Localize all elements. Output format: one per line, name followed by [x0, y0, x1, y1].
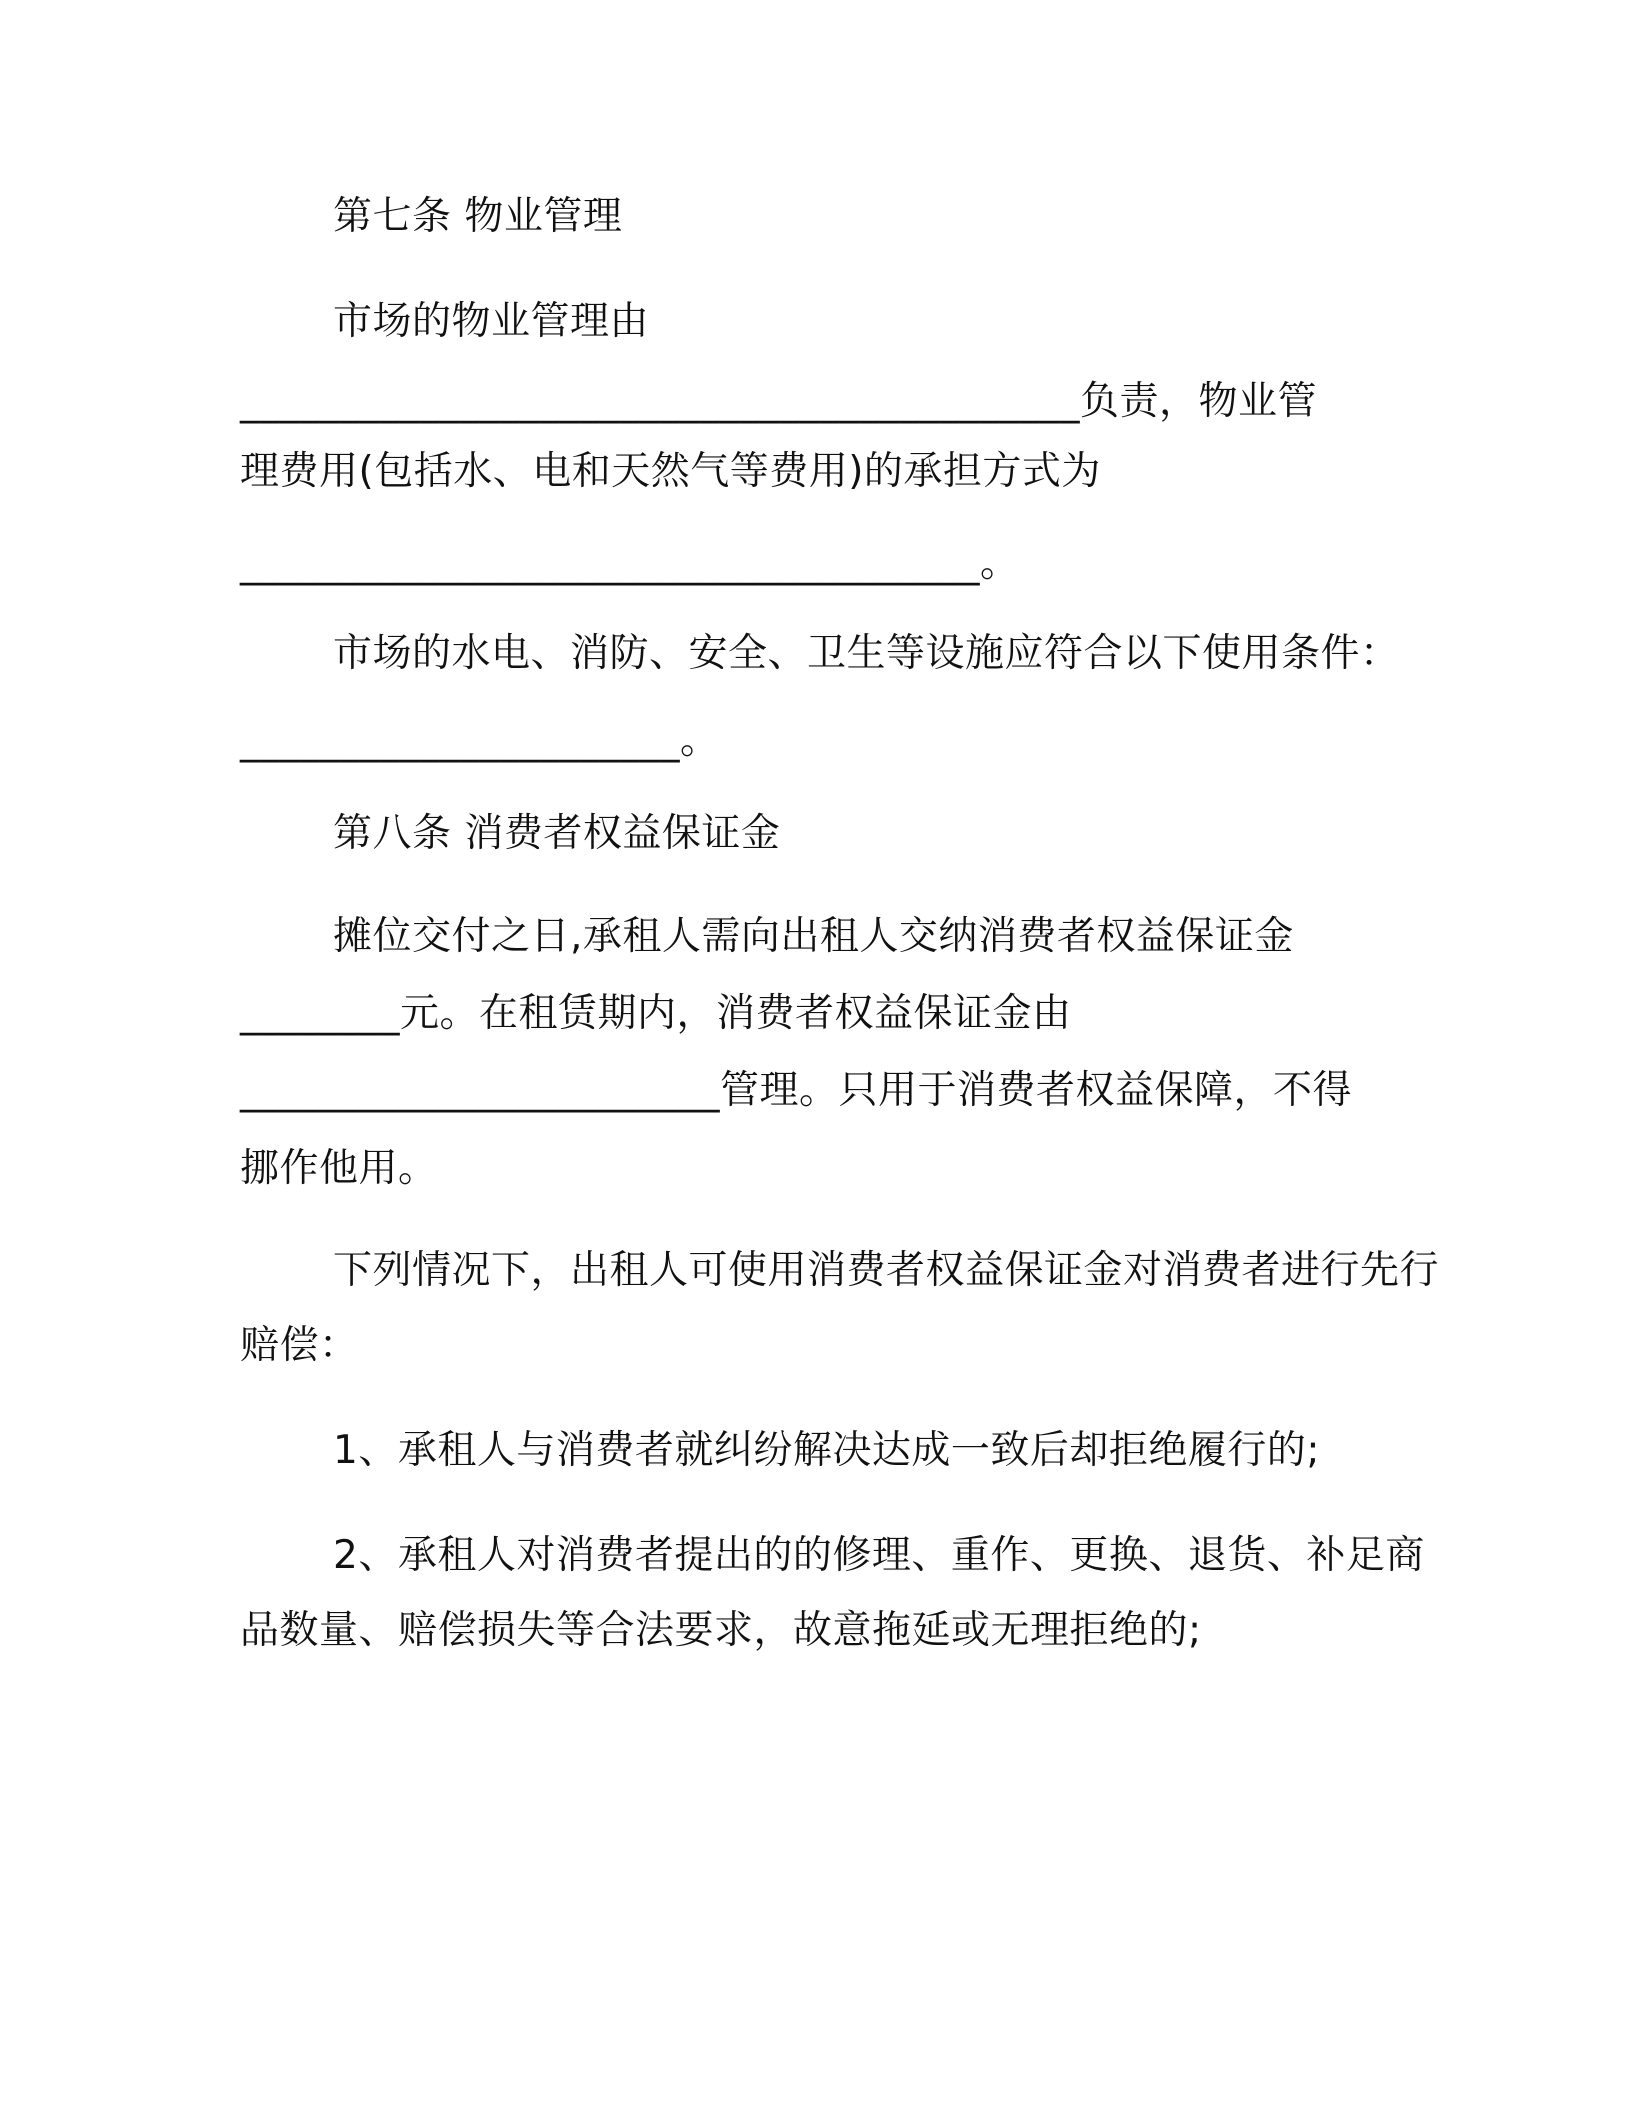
- article7-paragraph1-line2: __________________________________________负责，物业管: [240, 379, 1318, 424]
- article8-paragraph1-line2: ________元。在租赁期内，消费者权益保证金由: [240, 991, 1072, 1036]
- article7-paragraph1-line3: 理费用(包括水、电和天然气等费用)的承担方式为: [240, 449, 1101, 494]
- list-item-2-line2: 品数量、赔偿损失等合法要求，故意拖延或无理拒绝的;: [240, 1608, 1202, 1653]
- article7-paragraph2-line2: ______________________。: [240, 718, 720, 763]
- article8-paragraph2-line2: 赔偿：: [240, 1323, 359, 1368]
- article8-heading: 第八条 消费者权益保证金: [333, 811, 781, 856]
- article7-paragraph1-line1: 市场的物业管理由: [333, 299, 650, 344]
- article8-paragraph1-line4: 挪作他用。: [240, 1146, 438, 1191]
- article8-paragraph1-line1: 摊位交付之日,承租人需向出租人交纳消费者权益保证金: [333, 914, 1294, 959]
- list-item-1: 1、承租人与消费者就纠纷解决达成一致后却拒绝履行的;: [333, 1428, 1320, 1473]
- article7-paragraph2-line1: 市场的水电、消防、安全、卫生等设施应符合以下使用条件：: [333, 631, 1400, 676]
- article7-paragraph1-line4: _____________________________________。: [240, 541, 1020, 586]
- article7-heading: 第七条 物业管理: [333, 194, 623, 239]
- list-item-2-line1: 2、承租人对消费者提出的的修理、重作、更换、退货、补足商: [333, 1533, 1425, 1578]
- article8-paragraph2-line1: 下列情况下，出租人可使用消费者权益保证金对消费者进行先行: [333, 1248, 1440, 1293]
- article8-paragraph1-line3: ________________________管理。只用于消费者权益保障，不得: [240, 1068, 1353, 1113]
